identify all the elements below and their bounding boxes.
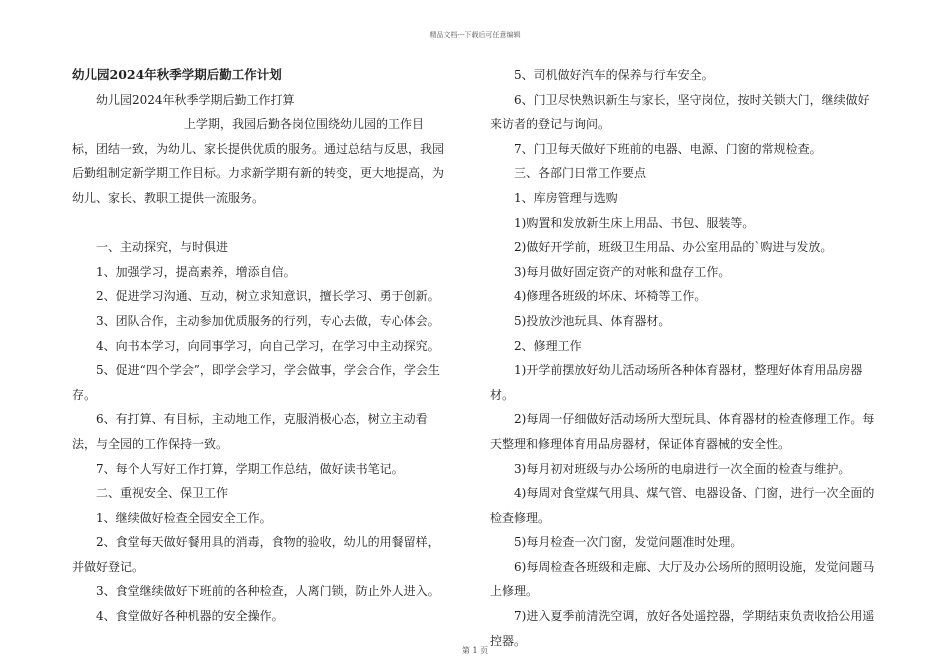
list-item: 1、加强学习，提高素养，增添自信。 [96,264,296,279]
left-column [72,63,447,629]
list-item: 4、食堂做好各种机器的安全操作。 [96,609,284,624]
list-item: 6、有打算、有目标，主动地工作，克服消极心态，树立主动看法，与全园的工作保持一致。 [72,412,428,451]
document-subtitle: 幼儿园2024年秋季学期后勤工作打算 [96,92,295,107]
list-item: 3、食堂继续做好下班前的各种检查，人离门锁，防止外人进入。 [96,584,440,599]
list-item: 5)投放沙池玩具、体育器材。 [514,313,671,328]
right-column [490,63,880,653]
list-item: 4)修理各班级的坏床、坏椅等工作。 [514,289,707,304]
subsection-heading-1: 1、库房管理与选购 [514,190,618,205]
intro-paragraph: 上学期，我园后勤各岗位围绕幼儿园的工作目标，团结一致，为幼儿、家长提供优质的服务。通过总结与反思，我园后勤组制定新学期工作目标。力求新学期有新的转变，更大地提高，为幼儿、家长、教职工提供一流服务。 [72,117,445,205]
list-item: 2、食堂每天做好餐用具的消毒，食物的验收，幼儿的用餐留样，并做好登记。 [72,535,440,574]
list-item: 6、门卫尽快熟识新生与家长，坚守岗位，按时关锁大门，继续做好来访者的登记与询问。 [490,92,870,132]
section-heading-1: 一、主动探究，与时俱进 [96,240,229,255]
list-item: 5)每月检查一次门窗，发觉问题准时处理。 [514,535,743,550]
list-item: 3)每月初对班级与办公场所的电扇进行一次全面的检查与维护。 [514,461,851,476]
list-item: 2)做好开学前，班级卫生用品、办公室用品的`购进与发放。 [514,240,833,255]
subsection-heading-2: 2、修理工作 [514,338,582,353]
list-item: 5、司机做好汽车的保养与行车安全。 [514,68,714,82]
list-item: 2)每周一仔细做好活动场所大型玩具、体育器材的检查修理工作。每天整理和修理体育用品房器材，保证体育器械的安全性。 [490,412,875,451]
list-item: 7、每个人写好工作打算，学期工作总结，做好读书笔记。 [96,461,404,476]
document-title: 幼儿园2024年秋季学期后勤工作计划 [72,67,282,82]
list-item: 3)每月做好固定资产的对帐和盘存工作。 [514,264,731,279]
list-item: 6)每周检查各班级和走廊、大厅及办公场所的照明设施，发觉问题马上修理。 [490,559,875,599]
list-item: 4)每周对食堂煤气用具、煤气管、电器设备、门窗，进行一次全面的检查修理。 [490,486,875,525]
list-item: 5、促进“四个学会”，即学会学习，学会做事，学会合作，学会生存。 [72,363,440,402]
list-item: 1)购置和发放新生床上用品、书包、服装等。 [514,215,755,230]
list-item: 1、继续做好检查全园安全工作。 [96,510,272,525]
section-heading-3: 三、各部门日常工作要点 [514,166,647,181]
page-number: 第 1 页 [461,646,489,655]
list-item: 7)进入夏季前清洗空调，放好各处遥控器，学期结束负责收拾公用遥控器。 [490,609,875,648]
page-header: 精品文档---下载后可任意编辑 [429,31,521,39]
section-heading-2: 二、重视安全、保卫工作 [96,486,229,501]
list-item: 7、门卫每天做好下班前的电器、电源、门窗的常规检查。 [514,141,822,156]
list-item: 3、团队合作，主动参加优质服务的行列，专心去做，专心体会。 [96,313,440,328]
list-item: 2、促进学习沟通、互动，树立求知意识，擅长学习、勇于创新。 [96,289,440,304]
blank-line [72,211,447,236]
list-item: 4、向书本学习，向同事学习，向自己学习，在学习中主动探究。 [96,338,440,353]
list-item: 1)开学前摆放好幼儿活动场所各种体育器材，整理好体育用品房器材。 [490,363,863,402]
